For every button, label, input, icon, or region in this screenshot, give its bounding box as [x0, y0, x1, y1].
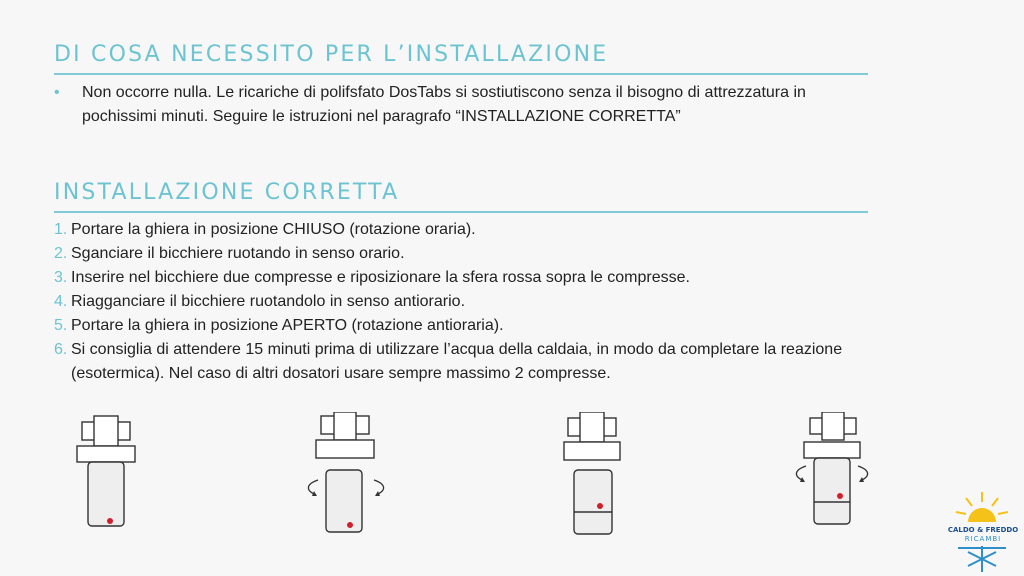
section-correct-install-title: INSTALLAZIONE CORRETTA	[54, 180, 400, 205]
step-item	[54, 242, 874, 266]
logo-subtitle: RICAMBI	[964, 535, 1002, 543]
dosatore-figure-step3	[560, 412, 624, 536]
step-item	[54, 290, 874, 314]
rotation-arrow-icon	[308, 480, 318, 494]
section-installation-needs-title: DI COSA NECESSITO PER L’INSTALLAZIONE	[54, 42, 609, 67]
step-number: 2.	[54, 245, 68, 262]
step-item	[54, 338, 874, 386]
step-item	[54, 314, 874, 338]
step-text: Portare la ghiera in posizione APERTO (rotazione antioraria).	[71, 317, 504, 334]
dosatore-figure-step4	[792, 412, 872, 528]
rotation-arrow-icon	[858, 466, 868, 480]
step-text: Inserire nel bicchiere due compresse e riposizionare la sfera rossa sopra le compresse.	[71, 269, 690, 286]
step-item	[54, 266, 874, 290]
step-number: 3.	[54, 269, 68, 286]
rotation-arrow-icon	[796, 466, 806, 480]
title-underline	[54, 211, 868, 213]
step-number: 6.	[54, 341, 68, 358]
install-steps-list	[54, 218, 874, 386]
dosatore-figure-step2	[304, 412, 388, 536]
rotation-arrow-icon	[374, 480, 384, 494]
bullet-dot: •	[54, 84, 60, 101]
dosatore-figure-step1	[72, 414, 140, 532]
title-underline	[54, 73, 868, 75]
step-text: Sganciare il bicchiere ruotando in senso orario.	[71, 245, 405, 262]
step-text: Si consiglia di attendere 15 minuti prima di utilizzare l’acqua della caldaia, in modo da completare la reazione (esotermica). Nel caso di altri dosatori usare sempre massimo 2 compresse.	[71, 341, 843, 382]
logo-name: CALDO & FREDDO	[947, 526, 1019, 534]
step-text: Portare la ghiera in posizione CHIUSO (rotazione oraria).	[71, 221, 476, 238]
step-number: 1.	[54, 221, 68, 238]
step-number: 4.	[54, 293, 68, 310]
needs-text: Non occorre nulla. Le ricariche di polifsfato DosTabs si sostiutiscono senza il bisogno di attrezzatura in pochissimi minuti. Seguire le istruzioni nel paragrafo “INSTALLAZIONE CORRETTA”	[82, 84, 806, 125]
step-number: 5.	[54, 317, 68, 334]
step-text: Riagganciare il bicchiere ruotandolo in senso antiorario.	[71, 293, 466, 310]
step-item	[54, 218, 874, 242]
